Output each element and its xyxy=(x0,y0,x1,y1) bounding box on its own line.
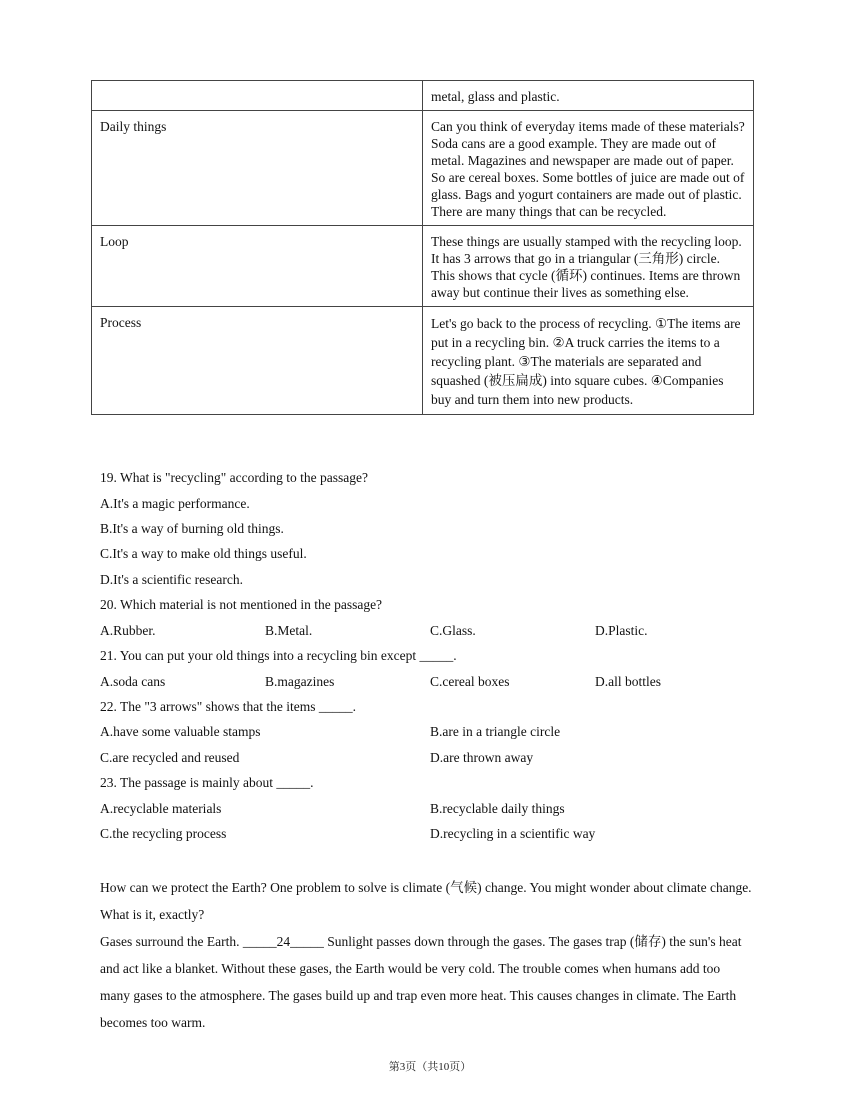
table-cell-description: Can you think of everyday items made of these materials? Soda cans are a good example. They are made out of metal. Magazines and newspaper are made out of paper. So are cereal boxes. Some bottles of juice are made out of glass. Bags and yogurt containers are made out of plastic. There are many things that can be recycled. xyxy=(423,111,754,226)
question-23-option-a[interactable]: A.recyclable materials xyxy=(100,801,222,816)
question-19-option-c[interactable]: C.It's a way to make old things useful. xyxy=(100,546,307,561)
table-cell-topic: Process xyxy=(92,307,423,415)
question-19-option-b[interactable]: B.It's a way of burning old things. xyxy=(100,521,284,536)
question-23-stem: 23. The passage is mainly about _____. xyxy=(100,775,314,790)
question-23-option-b[interactable]: B.recyclable daily things xyxy=(430,801,565,816)
table-cell-description: metal, glass and plastic. xyxy=(423,81,754,111)
question-21-stem: 21. You can put your old things into a recycling bin except _____. xyxy=(100,648,457,663)
passage-paragraph-1: How can we protect the Earth? One problem to solve is climate (气候) change. You might wonder about climate change. What is it, exactly? xyxy=(100,880,752,922)
question-22-option-b[interactable]: B.are in a triangle circle xyxy=(430,724,561,739)
recycling-info-table xyxy=(91,80,754,415)
table-cell-description: These things are usually stamped with the recycling loop. It has 3 arrows that go in a triangular (三角形) circle. This shows that cycle (循环) continues. Items are thrown away but continue their lives as something else. xyxy=(423,226,754,307)
question-19-stem: 19. What is "recycling" according to the passage? xyxy=(100,470,368,485)
question-21-option-b[interactable]: B.magazines xyxy=(265,674,335,689)
question-23-option-d[interactable]: D.recycling in a scientific way xyxy=(430,826,596,841)
question-20-stem: 20. Which material is not mentioned in the passage? xyxy=(100,597,383,612)
question-22-stem: 22. The "3 arrows" shows that the items _____. xyxy=(100,699,356,714)
table-cell-topic: Loop xyxy=(92,226,423,307)
question-22-option-c[interactable]: C.are recycled and reused xyxy=(100,750,240,765)
question-20-option-c[interactable]: C.Glass. xyxy=(430,623,476,638)
question-21-option-c[interactable]: C.cereal boxes xyxy=(430,674,510,689)
table-row xyxy=(92,111,754,226)
question-20-option-b[interactable]: B.Metal. xyxy=(265,623,313,638)
question-22-option-d[interactable]: D.are thrown away xyxy=(430,750,534,765)
question-21-option-d[interactable]: D.all bottles xyxy=(595,674,661,689)
table-row xyxy=(92,307,754,415)
table-row xyxy=(92,81,754,111)
question-23-option-c[interactable]: C.the recycling process xyxy=(100,826,227,841)
page-footer: 第3页（共10页） xyxy=(388,1061,472,1073)
question-21-option-a[interactable]: A.soda cans xyxy=(100,674,166,689)
question-20-option-d[interactable]: D.Plastic. xyxy=(595,623,648,638)
table-row xyxy=(92,226,754,307)
question-20-option-a[interactable]: A.Rubber. xyxy=(100,623,156,638)
passage-paragraph-2: Gases surround the Earth. _____24_____ Sunlight passes down through the gases. The gases trap (储存) the sun's heat and act like a blanket. Without these gases, the Earth would be very cold. The trouble comes when humans add too many gases to the atmosphere. The gases build up and trap even more heat. This causes changes in climate. The Earth becomes too warm. xyxy=(100,934,742,1030)
table-cell-topic: Daily things xyxy=(92,111,423,226)
question-19-option-a[interactable]: A.It's a magic performance. xyxy=(100,496,250,511)
question-19-option-d[interactable]: D.It's a scientific research. xyxy=(100,572,243,587)
question-22-option-a[interactable]: A.have some valuable stamps xyxy=(100,724,261,739)
table-cell-topic xyxy=(92,81,423,111)
table-cell-description: Let's go back to the process of recycling. ①The items are put in a recycling bin. ②A truck carries the items to a recycling plant. ③The materials are separated and squashed (被压扁成) into square cubes. ④Companies buy and turn them into new products. xyxy=(423,307,754,415)
